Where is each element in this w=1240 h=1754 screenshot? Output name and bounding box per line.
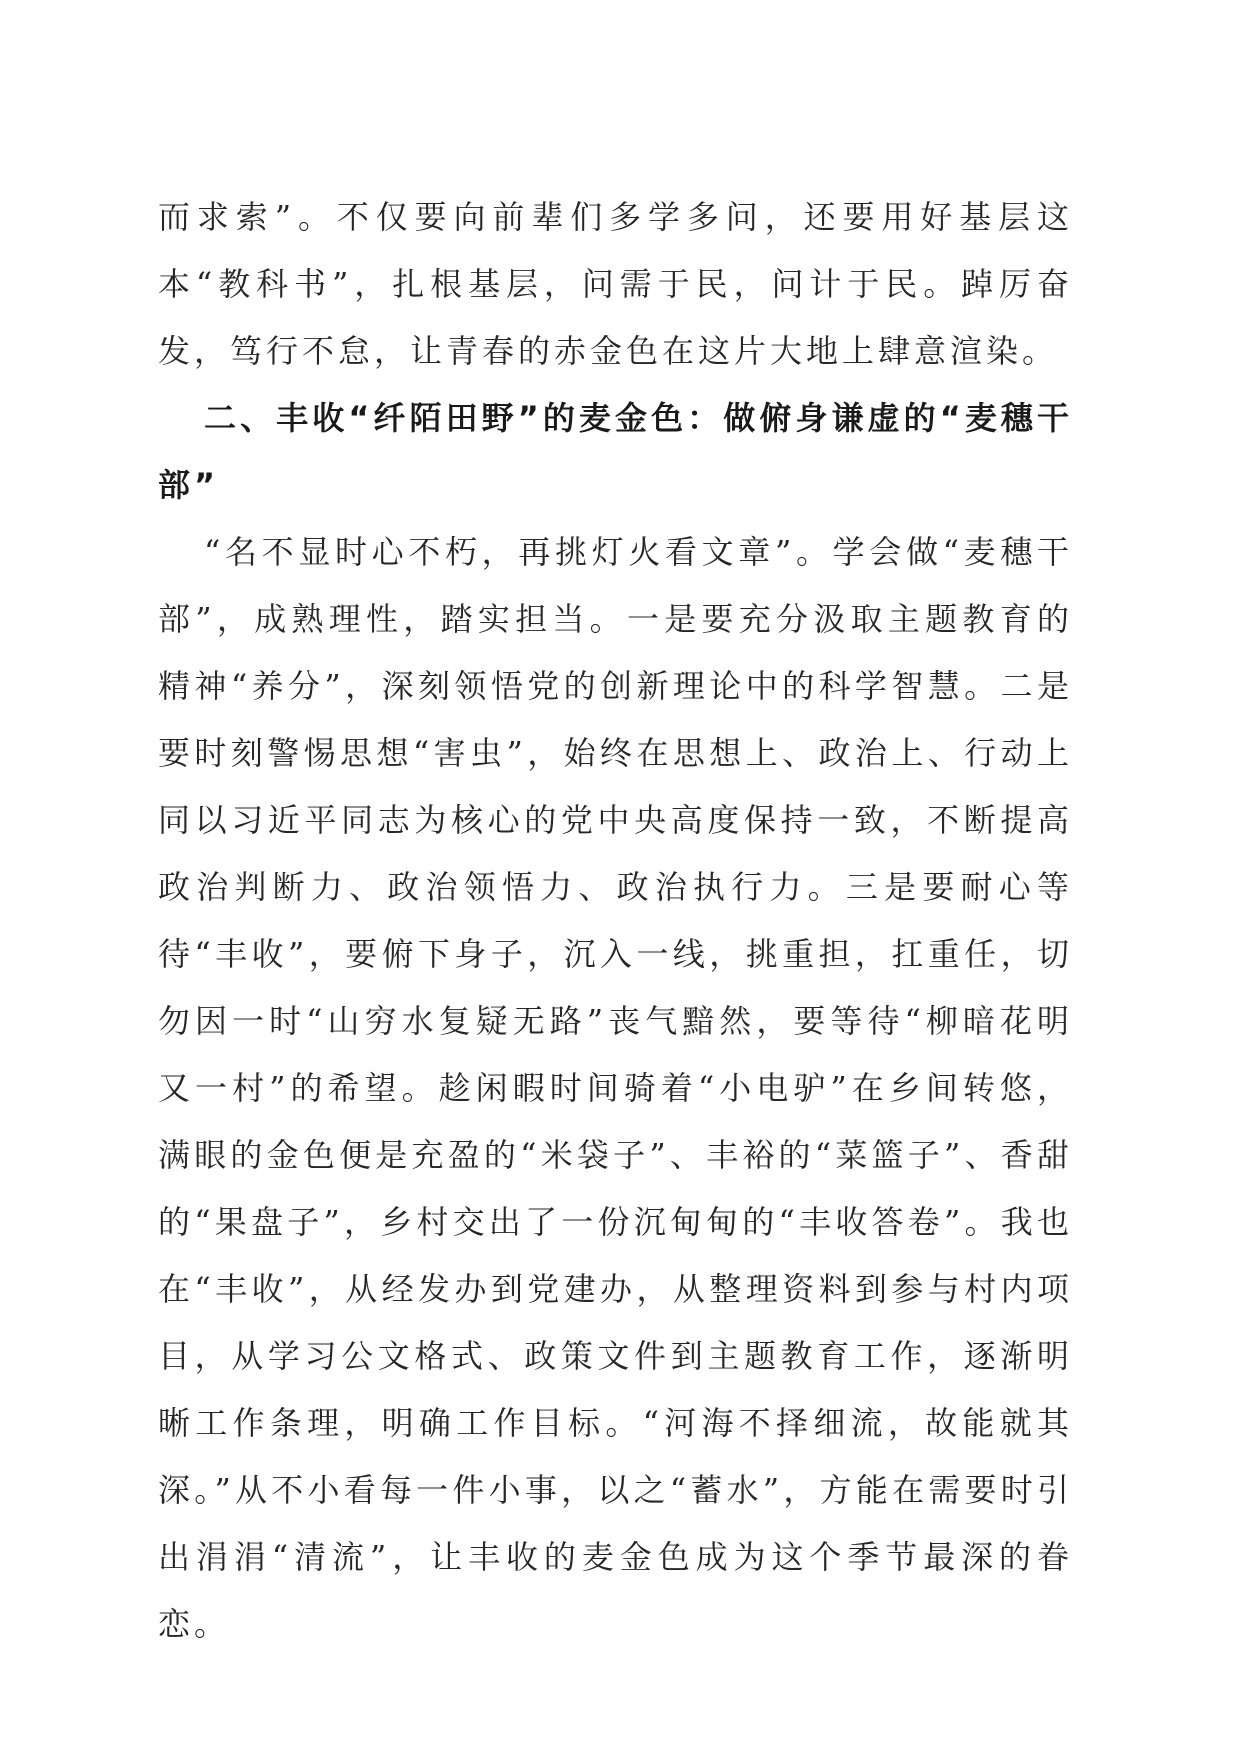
- continuation-paragraph: 而求索”。不仅要向前辈们多学多问，还要用好基层这本“教科书”，扎根基层，问需于民，问计于民。踔厉奋发，笃行不怠，让青春的赤金色在这片大地上肆意渲染。: [158, 198, 1073, 370]
- section-heading: 二、丰收“纤陌田野”的麦金色：做俯身谦虚的“麦穗干部”: [158, 399, 1073, 504]
- body-paragraph: “名不显时心不朽，再挑灯火看文章”。学会做“麦穗干部”，成熟理性，踏实担当。一是要充分汲取主题教育的精神“养分”，深刻领悟党的创新理论中的科学智慧。二是要时刻警惕思想“害虫”，始终在思想上、政治上、行动上同以习近平同志为核心的党中央高度保持一致，不断提高政治判断力、政治领悟力、政治执行力。三是要耐心等待“丰收”，要俯下身子，沉入一线，挑重担，扛重任，切勿因一时“山穷水复疑无路”丧气黯然，要等待“柳暗花明又一村”的希望。趁闲暇时间骑着“小电驴”在乡间转悠，满眼的金色便是充盈的“米袋子”、丰裕的“菜篮子”、香甜的“果盘子”，乡村交出了一份沉甸甸的“丰收答卷”。我也在“丰收”，从经发办到党建办，从整理资料到参与村内项目，从学习公文格式、政策文件到主题教育工作，逐渐明晰工作条理，明确工作目标。“河海不择细流，故能就其深。”从不小看每一件小事，以之“蓄水”，方能在需要时引出涓涓“清流”，让丰收的麦金色成为这个季节最深的眷恋。: [158, 533, 1073, 1643]
- document-body: [158, 184, 1073, 1658]
